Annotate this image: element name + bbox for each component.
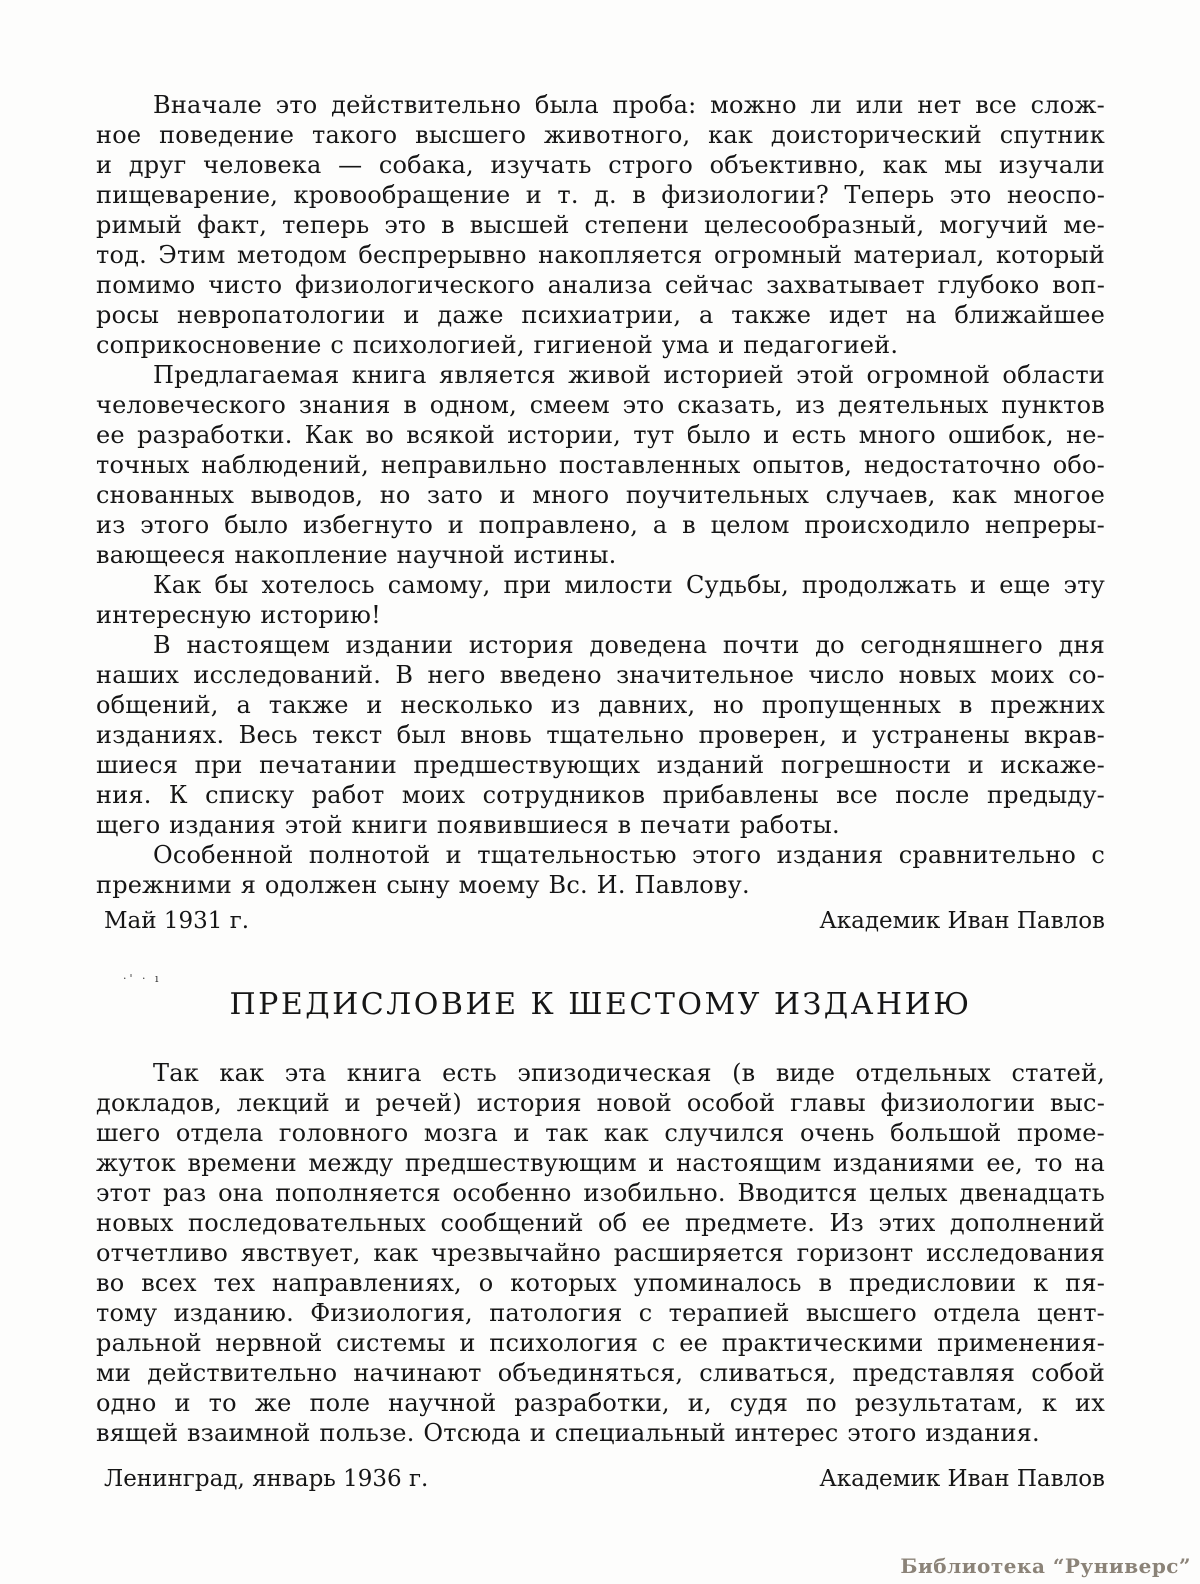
text-line: во всех тех направлениях, о которых упоминалось в предисловии к пя- [96, 1269, 1105, 1297]
heading-preface-sixth-edition: ПРЕДИСЛОВИЕ К ШЕСТОМУ ИЗДАНИЮ [229, 987, 972, 1022]
paragraph [96, 840, 1105, 900]
text-line: Вначале это действительно была проба: можно ли или нет все слож- [153, 91, 1105, 119]
text-line: Как бы хотелось самому, при милости Судьбы, продолжать и еще эту [153, 571, 1105, 599]
text-line: и друг человека — собака, изучать строго объективно, как мы изучали [96, 151, 1105, 179]
paragraph [96, 630, 1105, 840]
text-line: росы невропатологии и даже психиатрии, а также идет на ближайшее [96, 301, 1105, 329]
text-line: шиеся при печатании предшествующих изданий погрешности и искаже- [96, 751, 1105, 779]
text-line: тод. Этим методом беспрерывно накопляется огромный материал, который [96, 241, 1105, 269]
text-line: ральной нервной системы и психология с ее практическими применения- [96, 1329, 1105, 1357]
scan-noise-artifact: ·' · ı [123, 972, 162, 985]
text-line: вающееся накопление научной истины. [96, 541, 617, 569]
text-line: римый факт, теперь это в высшей степени целесообразный, могучий ме- [96, 211, 1105, 239]
text-line: В настоящем издании история доведена почти до сегодняшнего дня [153, 631, 1105, 659]
text-line: помимо чисто физиологического анализа сейчас захватывает глубоко воп- [96, 271, 1105, 299]
paragraph [96, 90, 1105, 360]
text-line: прежними я одолжен сыну моему Вс. И. Павлову. [96, 871, 750, 899]
text-line: тому изданию. Физиология, патология с терапией высшего отдела цент- [96, 1299, 1105, 1327]
text-line: изданиях. Весь текст был вновь тщательно проверен, и устранены вкрав- [96, 721, 1105, 749]
text-line: Так как эта книга есть эпизодическая (в виде отдельных статей, [153, 1059, 1105, 1087]
text-line: одно и то же поле научной разработки, и, судя по результатам, к их [96, 1389, 1105, 1417]
page-content [96, 90, 1105, 1494]
text-line: вящей взаимной пользе. Отсюда и специальный интерес этого издания. [96, 1419, 1040, 1447]
library-watermark: Библиотека “Руниверс” [900, 1554, 1191, 1578]
text-line: новых последовательных сообщений об ее предмете. Из этих дополнений [96, 1209, 1105, 1237]
preface-sixth-edition-body [96, 1058, 1105, 1448]
text-line: общений, а также и несколько из давних, но пропущенных в прежних [96, 691, 1105, 719]
text-line: человеческого знания в одном, смеем это сказать, из деятельных пунктов [96, 391, 1105, 419]
text-line: отчетливо явствует, как чрезвычайно расширяется горизонт исследования [96, 1239, 1105, 1267]
paragraph [96, 360, 1105, 570]
text-line: ее разработки. Как во всякой истории, тут было и есть много ошибок, не- [96, 421, 1105, 449]
text-line: шего отдела головного мозга и так как случился очень большой проме- [96, 1119, 1105, 1147]
text-line: щего издания этой книги появившиеся в печати работы. [96, 811, 840, 839]
text-line: снованных выводов, но зато и много поучительных случаев, как многое [96, 481, 1105, 509]
text-line: жуток времени между предшествующим и настоящим изданиями ее, то на [96, 1149, 1105, 1177]
text-line: Особенной полнотой и тщательностью этого издания сравнительно с [153, 841, 1105, 869]
text-line: соприкосновение с психологией, гигиеной ума и педагогией. [96, 331, 899, 359]
signature-author-1931: Академик Иван Павлов [819, 908, 1105, 934]
signature-date-1931: Май 1931 г. [104, 908, 250, 934]
paragraph [96, 1058, 1105, 1448]
text-line: ми действительно начинают объединяться, сливаться, представляя собой [96, 1359, 1105, 1387]
signature-author-1936: Академик Иван Павлов [819, 1466, 1105, 1492]
text-line: пищеварение, кровообращение и т. д. в физиологии? Теперь это неоспо- [96, 181, 1105, 209]
text-line: наших исследований. В него введено значительное число новых моих со- [96, 661, 1105, 689]
text-line: этот раз она пополняется особенно изобильно. Вводится целых двенадцать [96, 1179, 1105, 1207]
text-line: ния. К списку работ моих сотрудников прибавлены все после предыду- [96, 781, 1105, 809]
text-line: Предлагаемая книга является живой историей этой огромной области [153, 361, 1105, 389]
text-line: из этого было избегнуто и поправлено, а в целом происходило непреры- [96, 511, 1105, 539]
signature-block-1936 [96, 1464, 1105, 1494]
text-line: точных наблюдений, неправильно поставленных опытов, недостаточно обо- [96, 451, 1105, 479]
paragraph [96, 570, 1105, 630]
text-line: докладов, лекций и речей) история новой особой главы физиологии выс- [96, 1089, 1105, 1117]
preface-fifth-edition-body [96, 90, 1105, 900]
text-line: ное поведение такого высшего животного, как доисторический спутник [96, 121, 1105, 149]
text-line: интересную историю! [96, 601, 381, 629]
signature-date-1936: Ленинград, январь 1936 г. [104, 1466, 429, 1492]
signature-block-1931 [96, 906, 1105, 936]
